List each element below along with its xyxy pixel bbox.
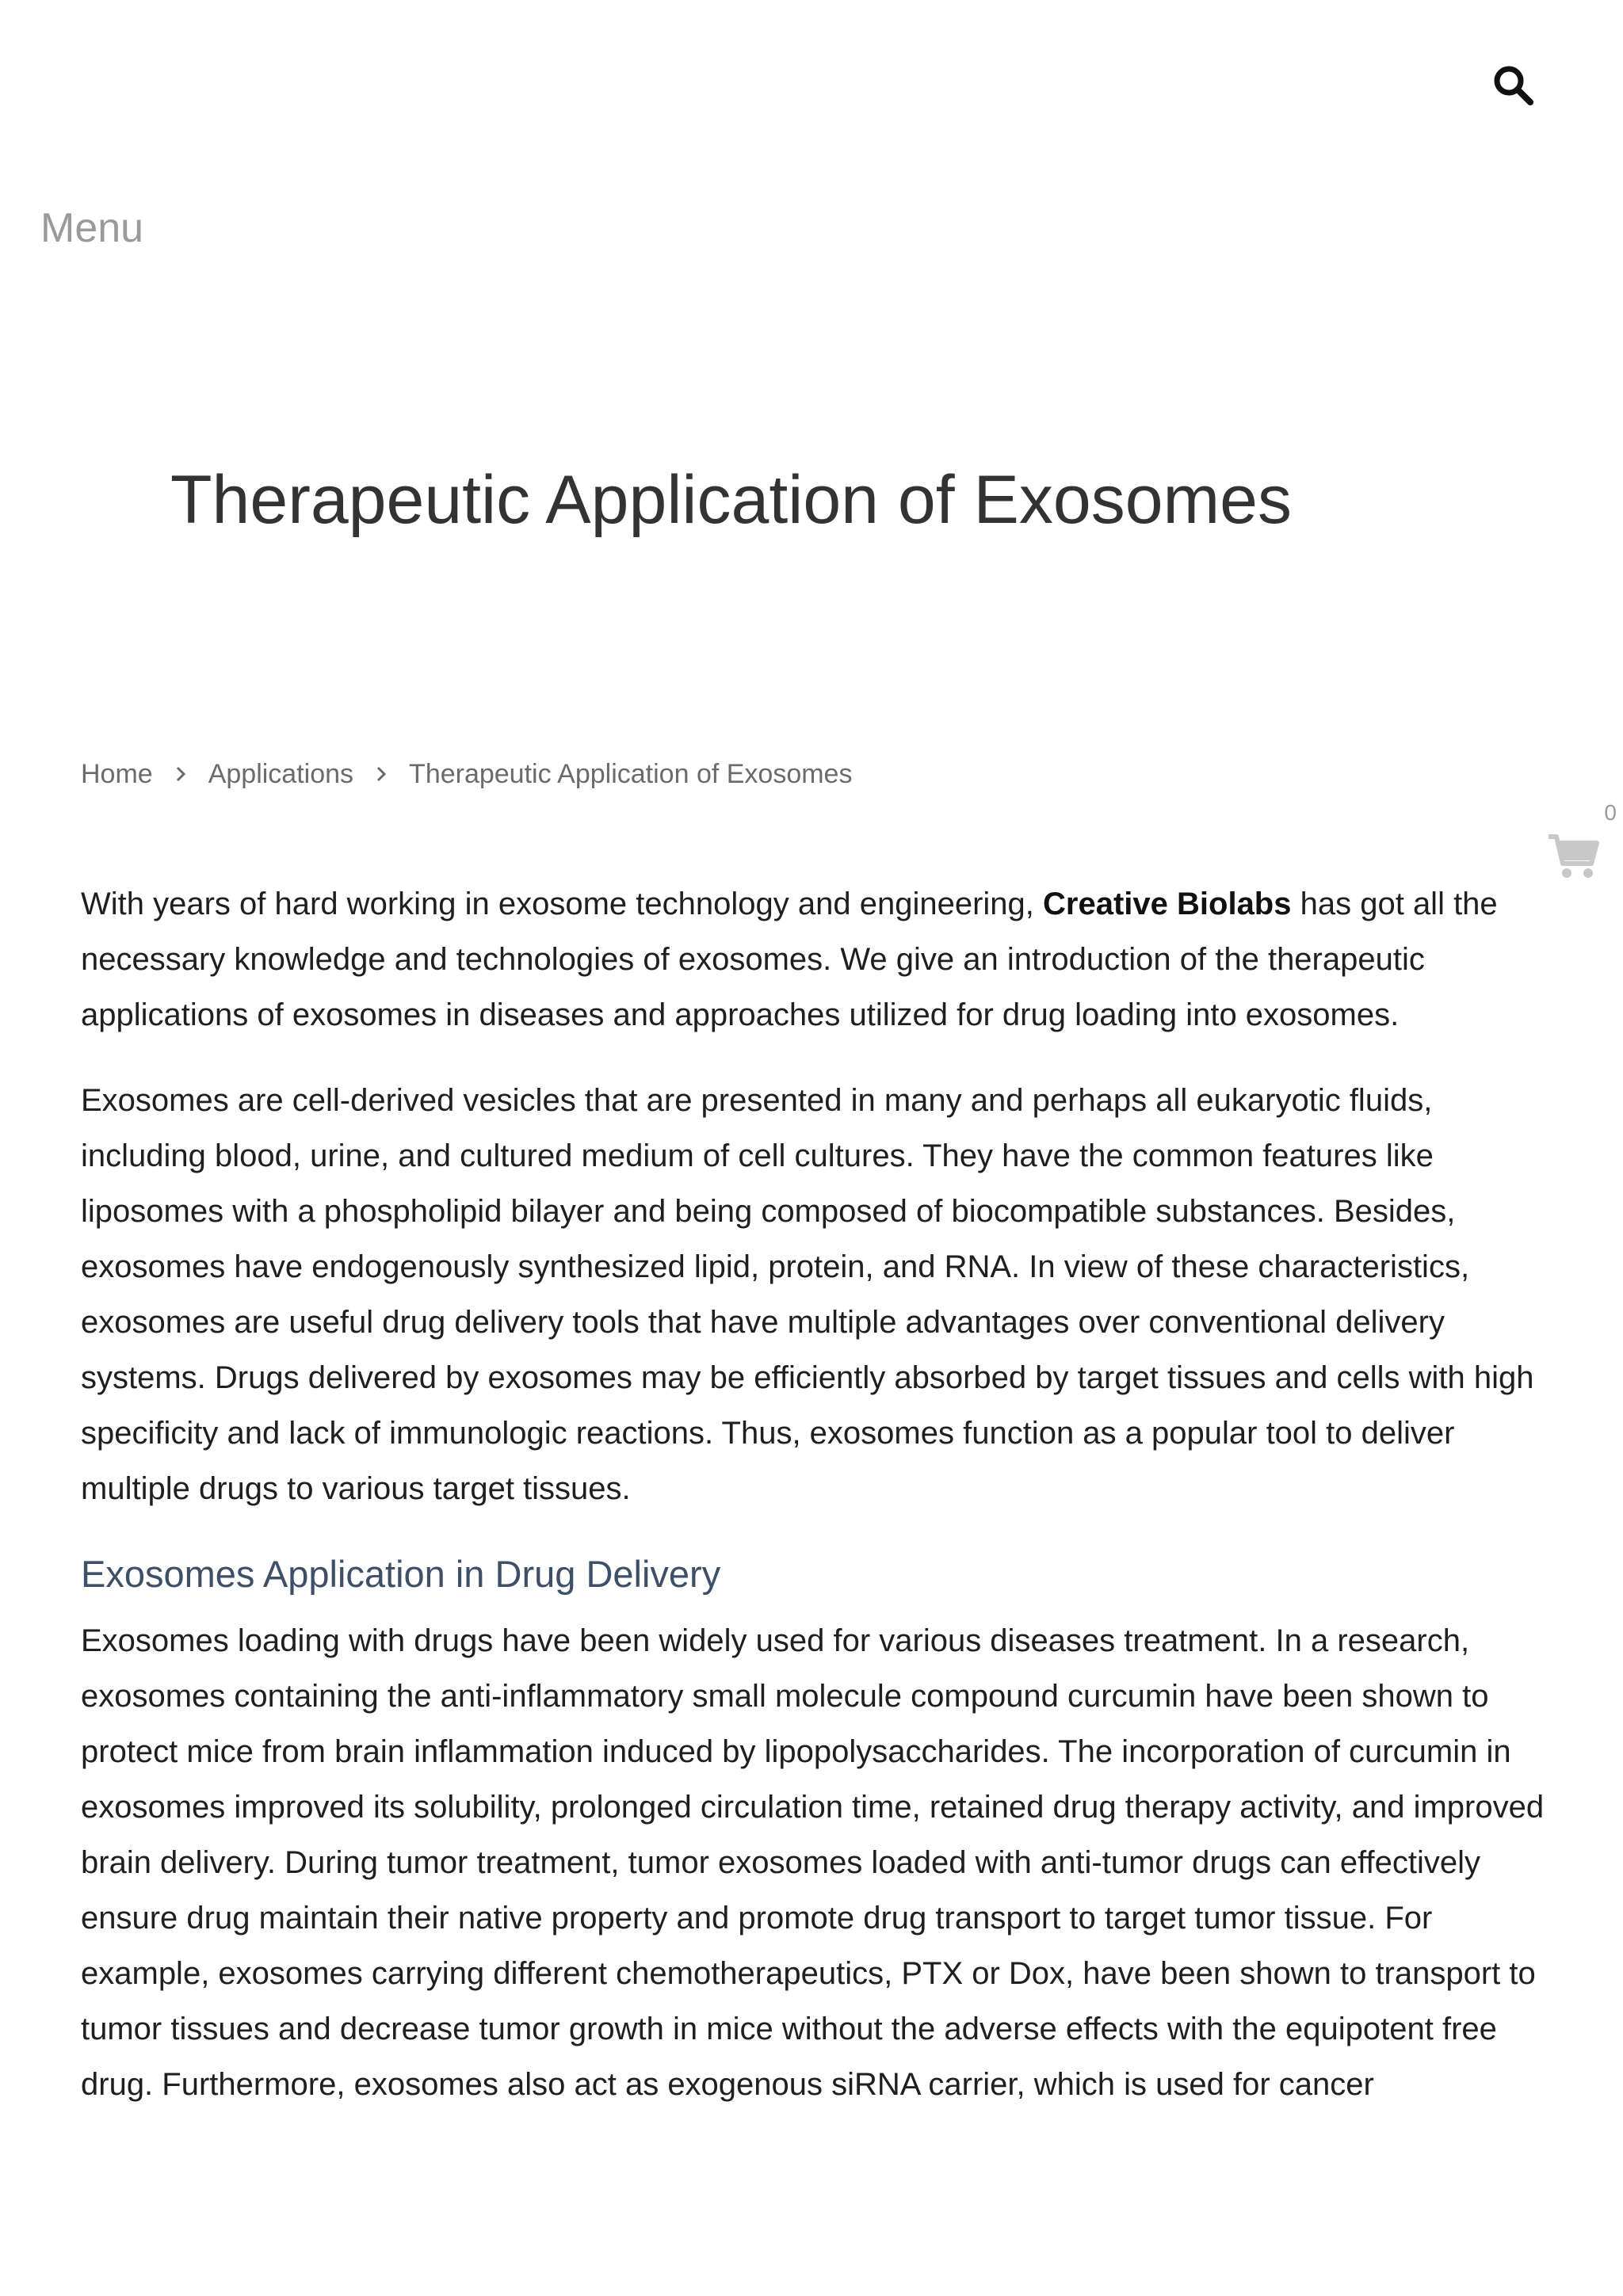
breadcrumb: [81, 761, 852, 788]
search-icon: [1491, 63, 1536, 108]
chevron-right-icon: [371, 764, 391, 784]
cart-count-badge: 0: [1604, 800, 1617, 825]
intro-text-before: With years of hard working in exosome technology and engineering,: [81, 887, 1044, 921]
intro-paragraph: [81, 876, 1545, 1043]
breadcrumb-home-link[interactable]: Home: [81, 759, 153, 789]
main-content: [81, 876, 1545, 2142]
section-heading-drug-delivery: Exosomes Application in Drug Delivery: [81, 1553, 721, 1595]
cart-button[interactable]: [1545, 802, 1617, 889]
menu-button[interactable]: Menu: [40, 205, 144, 251]
breadcrumb-applications-link[interactable]: Applications: [208, 759, 354, 789]
exosomes-description-paragraph: Exosomes are cell-derived vesicles that are presented in many and perhaps all eukaryotic fluids, including blood, urine, and cultured medium of cell cultures. They have the common features like liposomes with a phospholipid bilayer and being composed of biocompatible substances. Besides, exosomes have endogenously synthesized lipid, protein, and RNA. In view of these characteristics, exosomes are useful drug delivery tools that have multiple advantages over conventional delivery systems. Drugs delivered by exosomes may be efficiently absorbed by target tissues and cells with high specificity and lack of immunologic reactions. Thus, exosomes function as a popular tool to deliver multiple drugs to various target tissues.: [81, 1083, 1534, 1506]
shopping-cart-icon: [1547, 832, 1599, 879]
brand-name: Creative Biolabs: [1043, 887, 1292, 921]
intro-text-after: has got all the necessary knowledge and technologies of exosomes. We give an introduction of the therapeutic applications of exosomes in diseases and approaches utilized for drug loading into exosomes.: [81, 887, 1498, 1032]
drug-delivery-paragraph: Exosomes loading with drugs have been widely used for various diseases treatment. In a research, exosomes containing the anti-inflammatory small molecule compound curcumin have been shown to protect mice from brain inflammation induced by lipopolysaccharides. The incorporation of curcumin in exosomes improved its solubility, prolonged circulation time, retained drug therapy activity, and improved brain delivery. During tumor treatment, tumor exosomes loaded with anti-tumor drugs can effectively ensure drug maintain their native property and promote drug transport to target tumor tissue. For example, exosomes carrying different chemotherapeutics, PTX or Dox, have been shown to transport to tumor tissues and decrease tumor growth in mice without the adverse effects with the equipotent free drug. Furthermore, exosomes also act as exogenous siRNA carrier, which is used for cancer: [81, 1623, 1545, 2102]
breadcrumb-current-page: Therapeutic Application of Exosomes: [409, 759, 853, 789]
search-button[interactable]: [1491, 63, 1536, 108]
chevron-right-icon: [170, 764, 191, 784]
page-title: Therapeutic Application of Exosomes: [170, 462, 1293, 538]
